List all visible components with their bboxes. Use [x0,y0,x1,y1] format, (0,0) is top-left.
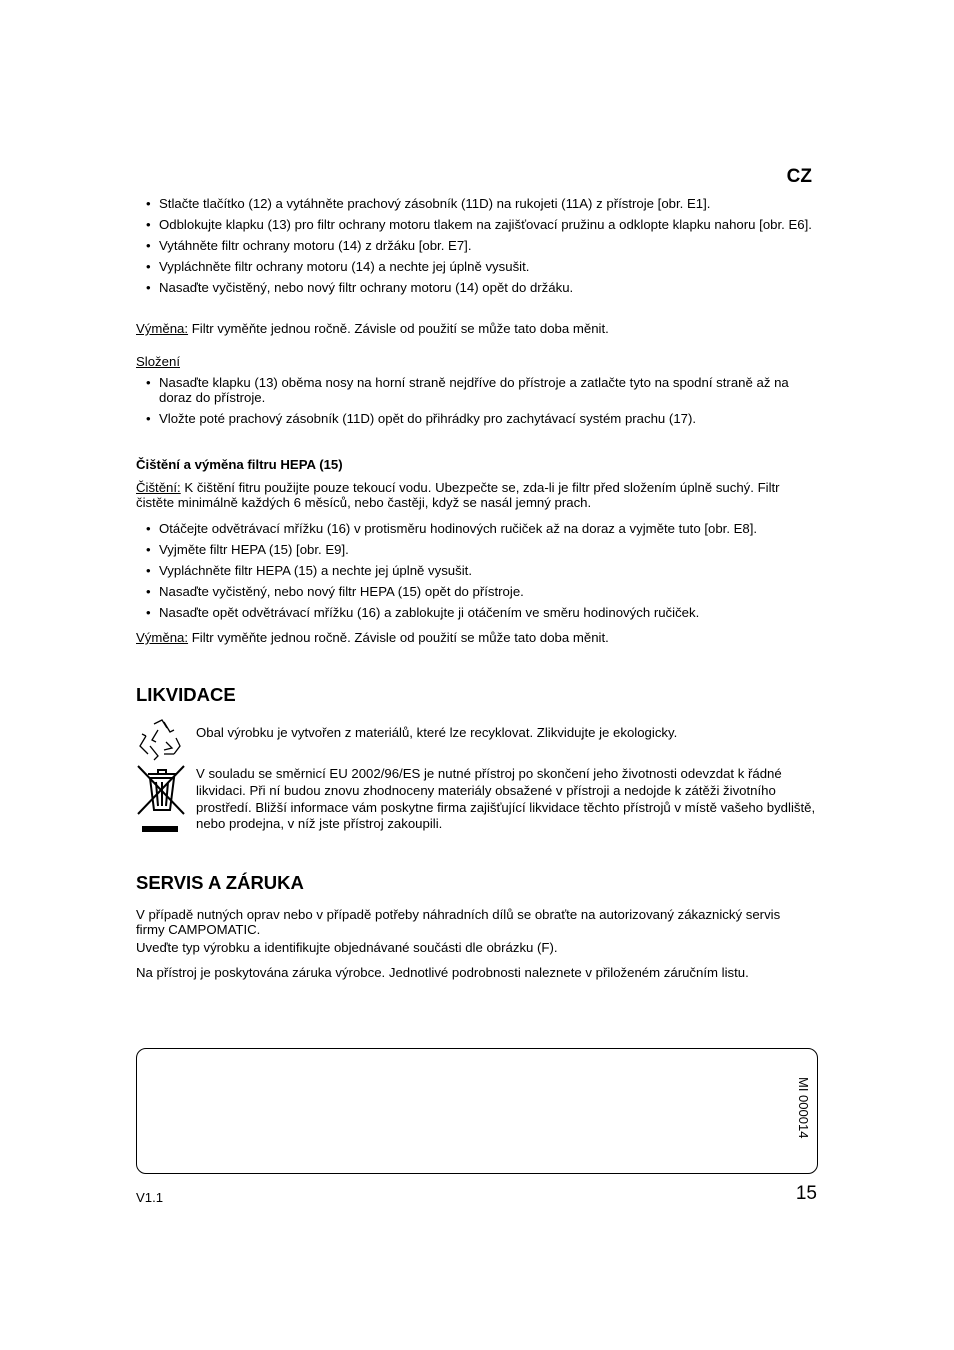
list-item: • Nasaďte klapku (13) oběma nosy na horní straně nejdříve do přístroje a zatlačte tyto na spodní straně až na doraz do přístroje. [146,375,789,405]
list-item: • Nasaďte vyčistěný, nebo nový filtr ochrany motoru (14) opět do držáku. [146,280,574,295]
list-item: • Otáčejte odvětrávací mřížku (16) v protisměru hodinových ručiček až na doraz a vyjměte tuto [obr. E8]. [146,521,758,536]
list-item: • Nasaďte opět odvětrávací mřížku (16) a zablokujte ji otáčením ve směru hodinových ručiček. [146,605,700,620]
list-item: • Vypláchněte filtr HEPA (15) a nechte jej úplně vysušit. [146,563,472,578]
hepa-heading: Čištění a výměna filtru HEPA (15) [136,457,343,472]
replacement-note: Výměna: Filtr vyměňte jednou ročně. Závisle od použití se může tato doba měnit. [136,321,609,336]
crossed-bin-icon [136,764,186,836]
list-item: • Vypláchněte filtr ochrany motoru (14) a nechte jej úplně vysušit. [146,259,530,274]
hepa-steps-list [146,522,822,627]
weee-disposal-text: V souladu se směrnicí EU 2002/96/ES je nutné přístroj po skončení jeho životnosti odevzdat k řádné likvidaci. Při ní budou znovu zhodnoceny materiály obsažené v přístroji a nedojde k zátěži životního prostředí. Bližší informace vám poskytne firma zajišťující likvidace těchto přístrojů v místě vašeho bydliště, nebo prodejna, v níž jste přístroj zakoupili. [196,766,816,832]
assembly-label: Složení [136,354,180,369]
removal-steps-list [146,197,822,302]
list-item: • Vložte poté prachový zásobník (11D) opět do přihrádky pro zachytávací systém prachu (17). [146,410,697,426]
assembly-steps-list [146,376,822,433]
list-item: • Stlačte tlačítko (12) a vytáhněte prachový zásobník (11D) na rukojeti (11A) z přístroje [obr. E1]. [146,196,711,211]
list-item: • Odblokujte klapku (13) pro filtr ochrany motoru tlakem na zajišťovací pružinu a odklopte klapku nahoru [obr. E6]. [146,217,812,232]
document-code: MI 000014 [796,1077,811,1139]
page-number: 15 [795,1183,817,1204]
hepa-cleaning-paragraph: Čištění: K čištění fitru použijte pouze tekoucí vodu. Ubezpečte se, zda-li je filtr před složením úplně suchý. Filtr čistěte minimálně každých 6 měsíců, nebo častěji, když se nasál jemný prach. [136,480,780,510]
service-paragraph: Uveďte typ výrobku a identifikujte objednávané součásti dle obrázku (F). [136,940,558,955]
list-item: • Nasaďte vyčistěný, nebo nový filtr HEPA (15) opět do přístroje. [146,584,524,599]
packaging-disposal-text: Obal výrobku je vytvořen z materiálů, které lze recyklovat. Zlikvidujte je ekologicky. [196,725,678,740]
version-label: V1.1 [136,1190,164,1205]
disposal-heading: LIKVIDACE [136,684,236,705]
warranty-paragraph: Na přístroj je poskytována záruka výrobce. Jednotlivé podrobnosti naleznete v přiloženém záručním listu. [136,965,749,980]
recycle-icon [136,716,184,764]
service-paragraph: V případě nutných oprav nebo v případě potřeby náhradních dílů se obraťte na autorizovaný zákaznický servis firmy CAMPOMATIC. [136,907,781,937]
service-heading: SERVIS A ZÁRUKA [136,872,304,893]
document-code-box [136,1048,818,1174]
language-code: CZ [786,166,812,187]
list-item: • Vyjměte filtr HEPA (15) [obr. E9]. [146,542,349,557]
list-item: • Vytáhněte filtr ochrany motoru (14) z držáku [obr. E7]. [146,238,472,253]
hepa-replacement-note: Výměna: Filtr vyměňte jednou ročně. Závisle od použití se může tato doba měnit. [136,630,609,645]
